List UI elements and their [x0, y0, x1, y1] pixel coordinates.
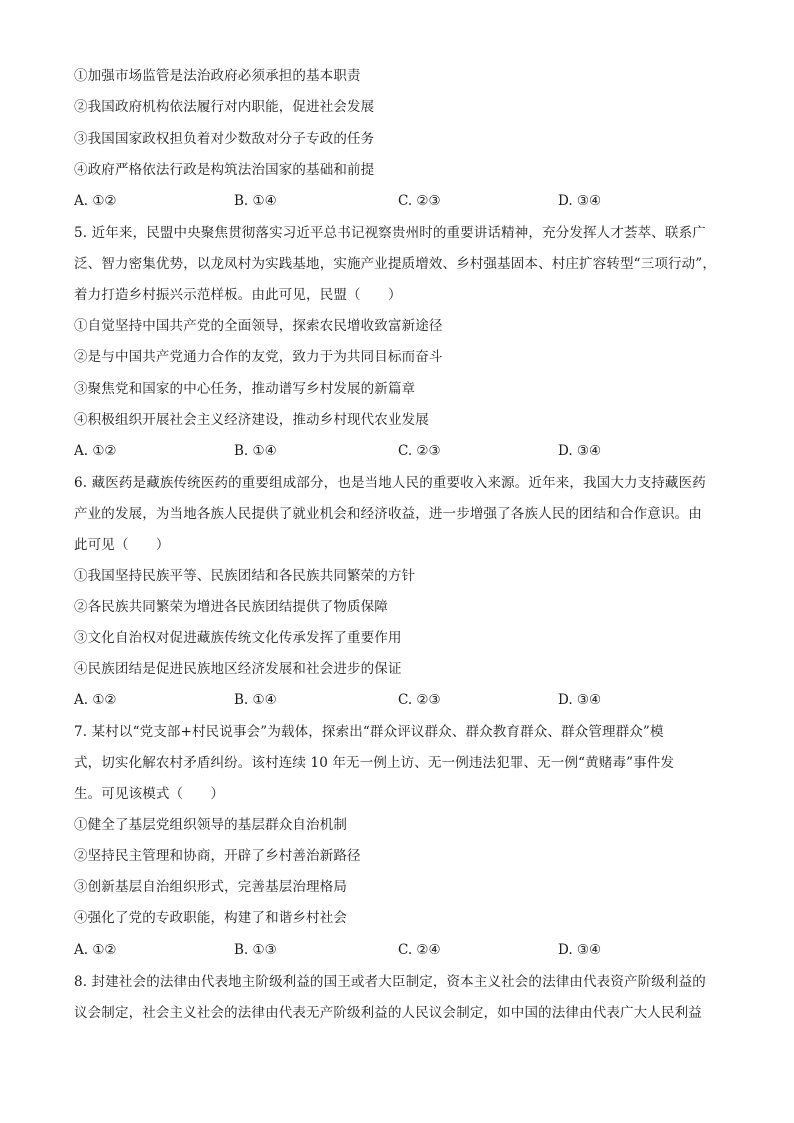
q4-item-3: ③我国国家政权担负着对少数敌对分子专政的任务	[74, 131, 375, 147]
q5-stem-line-1: 5. 近年来，民盟中央聚焦贯彻落实习近平总书记视察贵州时的重要讲话精神，充分发挥人才荟萃、联系广	[74, 225, 706, 241]
q4-item-4: ④政府严格依法行政是构筑法治国家的基础和前提	[74, 162, 375, 178]
q7-item-4: ④强化了党的专政职能，构建了和谐乡村社会	[74, 910, 347, 926]
q6-option-d[interactable]: D. ③④	[558, 692, 602, 708]
q5-option-b[interactable]: B. ①④	[234, 443, 277, 459]
q5-option-c[interactable]: C. ②③	[398, 443, 441, 459]
q7-item-1: ①健全了基层党组织领导的基层群众自治机制	[74, 817, 347, 833]
q5-stem-line-2: 泛、智力密集优势，以龙凤村为实践基地，实施产业提质增效、乡村强基固本、村庄扩容转型“三项行动”，	[74, 256, 717, 272]
q7-item-2: ②坚持民主管理和协商，开辟了乡村善治新路径	[74, 848, 361, 864]
q5-item-4: ④积极组织开展社会主义经济建设，推动乡村现代农业发展	[74, 412, 429, 428]
q4-option-b[interactable]: B. ①④	[234, 193, 277, 209]
q4-options	[74, 191, 734, 211]
q5-item-3: ③聚焦党和国家的中心任务，推动谱写乡村发展的新篇章	[74, 381, 416, 397]
q7-option-d[interactable]: D. ③④	[558, 942, 602, 958]
q5-option-d[interactable]: D. ③④	[558, 443, 602, 459]
q4-option-d[interactable]: D. ③④	[558, 193, 602, 209]
q5-item-1: ①自觉坚持中国共产党的全面领导，探索农民增收致富新途径	[74, 318, 443, 334]
q7-option-c[interactable]: C. ②④	[398, 942, 441, 958]
q5-item-2: ②是与中国共产党通力合作的友党，致力于为共同目标而奋斗	[74, 349, 443, 365]
q7-stem-line-1: 7. 某村以“党支部+村民说事会”为载体，探索出“群众评议群众、群众教育群众、群众管理群众”模	[74, 724, 664, 740]
q7-option-b[interactable]: B. ①③	[234, 942, 277, 958]
q5-options	[74, 441, 734, 461]
q4-item-1: ①加强市场监管是法治政府必须承担的基本职责	[74, 68, 361, 84]
q4-option-a[interactable]: A. ①②	[74, 193, 117, 209]
q5-option-a[interactable]: A. ①②	[74, 443, 117, 459]
q6-stem-line-1: 6. 藏医药是藏族传统医药的重要组成部分，也是当地人民的重要收入来源。近年来，我国大力支持藏医药	[74, 475, 706, 491]
q6-stem-line-3: 此可见（ ）	[74, 537, 170, 553]
q6-options	[74, 690, 734, 710]
q7-stem-line-2: 式，切实化解农村矛盾纠纷。该村连续 10 年无一例上访、无一例违法犯罪、无一例“黄赌毒”事件发	[74, 755, 675, 771]
q8-stem-line-1: 8. 封建社会的法律由代表地主阶级利益的国王或者大臣制定，资本主义社会的法律由代表资产阶级利益的	[74, 974, 706, 990]
q6-item-4: ④民族团结是促进民族地区经济发展和社会进步的保证	[74, 661, 402, 677]
q6-option-b[interactable]: B. ①④	[234, 692, 277, 708]
q7-item-3: ③创新基层自治组织形式，完善基层治理格局	[74, 879, 347, 895]
q4-item-2: ②我国政府机构依法履行对内职能，促进社会发展	[74, 99, 375, 115]
q7-option-a[interactable]: A. ①②	[74, 942, 117, 958]
q5-stem-line-3: 着力打造乡村振兴示范样板。由此可见，民盟（ ）	[74, 287, 402, 303]
q6-item-2: ②各民族共同繁荣为增进各民族团结提供了物质保障	[74, 599, 388, 615]
q6-item-1: ①我国坚持民族平等、民族团结和各民族共同繁荣的方针	[74, 568, 416, 584]
q7-options	[74, 940, 734, 960]
q6-stem-line-2: 产业的发展，为当地各族人民提供了就业机会和经济收益，进一步增强了各族人民的团结和合作意识。由	[74, 506, 702, 522]
q8-stem-line-2: 议会制定，社会主义社会的法律由代表无产阶级利益的人民议会制定，如中国的法律由代表广大人民利益	[74, 1005, 702, 1021]
q6-option-a[interactable]: A. ①②	[74, 692, 117, 708]
q6-item-3: ③文化自治权对促进藏族传统文化传承发挥了重要作用	[74, 630, 402, 646]
q4-option-c[interactable]: C. ②③	[398, 193, 441, 209]
q6-option-c[interactable]: C. ②③	[398, 692, 441, 708]
q7-stem-line-3: 生。可见该模式（ ）	[74, 786, 225, 802]
